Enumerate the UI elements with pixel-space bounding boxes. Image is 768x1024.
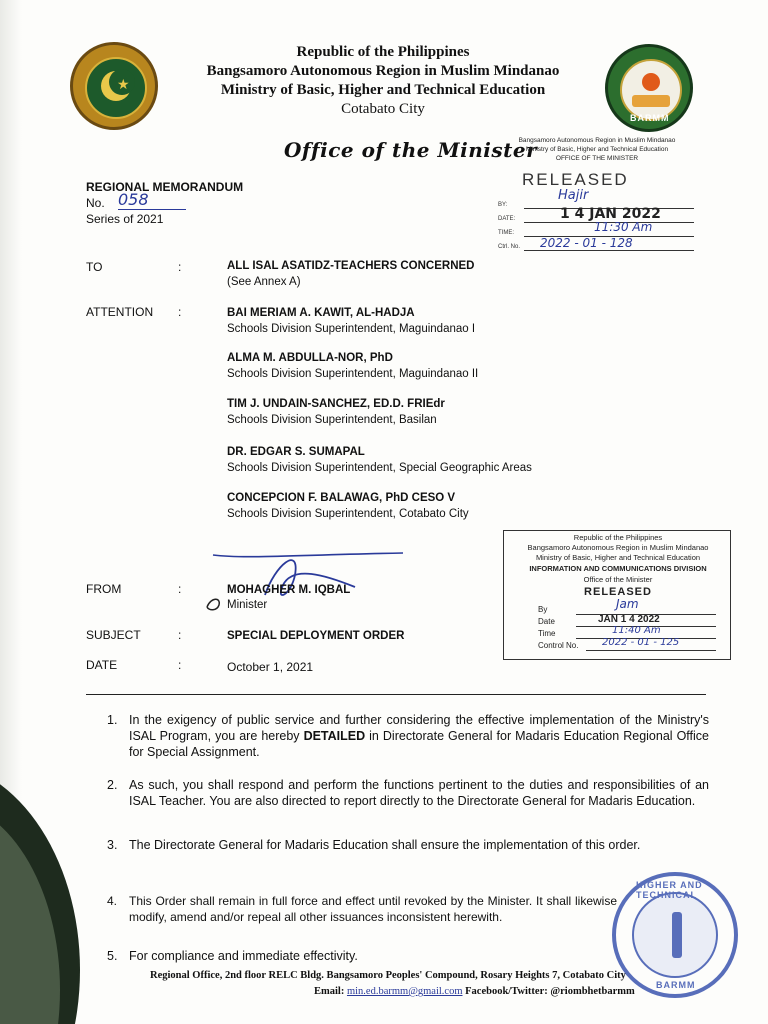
released-time-value: 11:30 Am [594, 220, 653, 234]
released-date-value: 1 4 JAN 2022 [560, 206, 661, 222]
subject-label: SUBJECT [86, 628, 141, 642]
attention-name: TIM J. UNDAIN-SANCHEZ, ED.D. FRIEdr [227, 398, 445, 410]
header-region: Bangsamoro Autonomous Region in Muslim Mindanao [206, 63, 560, 79]
paragraph-text-pre: In the exigency of public service and further considering the effective implementation of the Ministry's ISAL Program, you are hereby [129, 713, 709, 743]
attention-name: BAI MERIAM A. KAWIT, AL-HADJA [227, 307, 415, 319]
ric-date-value: JAN 1 4 2022 [598, 614, 660, 625]
memo-series: Series of 2021 [86, 212, 164, 226]
paragraph-text [129, 777, 709, 809]
ric-stamp-line: Ministry of Basic, Higher and Technical Education [535, 553, 701, 562]
from-name: MOHAGHER M. IQBAL [227, 584, 351, 596]
footer-email-label: Email: [314, 986, 345, 997]
ric-released-title: RELEASED [584, 586, 652, 598]
attention-colon: : [178, 305, 182, 319]
header-republic: Republic of the Philippines [296, 44, 470, 60]
released-ctrl-label: Ctrl. No. [498, 244, 521, 250]
ric-time-value: 11:40 Am [612, 625, 661, 636]
attention-title: Schools Division Superintendent, Maguindanao II [227, 368, 479, 380]
paragraph-text-post: in Directorate General for Madaris Education Regional Office for Special Assignment. [129, 729, 709, 759]
released-ctrl-value: 2022 - 01 - 128 [540, 236, 633, 250]
ric-by-label: By [538, 605, 548, 614]
memo-title: REGIONAL MEMORANDUM [86, 180, 244, 194]
subject-colon: : [178, 628, 182, 642]
subject-value: SPECIAL DEPLOYMENT ORDER [227, 630, 405, 642]
attention-name: CONCEPCION F. BALAWAG, PhD CESO V [227, 492, 456, 504]
footer-social: Facebook/Twitter: @riombhetbarmm [465, 986, 635, 997]
paragraph-number: 5. [107, 949, 118, 963]
attention-name: ALMA M. ABDULLA-NOR, PhD [227, 352, 393, 364]
ric-stamp-line: Bangsamoro Autonomous Region in Muslim Mindanao [527, 543, 709, 552]
date-value: October 1, 2021 [227, 660, 314, 674]
paragraph-text-pre: As such, you shall respond and perform the functions pertinent to the duties and responsibilities of an ISAL Teacher. You are also directed to report directly to the Directorate General for Madaris Education. [129, 778, 709, 808]
header-city: Cotabato City [341, 101, 425, 117]
seal-bottom-text: BARMM [656, 980, 696, 990]
to-subtext: (See Annex A) [227, 276, 301, 288]
memo-number-label: No. [86, 196, 105, 210]
attention-name: DR. EDGAR S. SUMAPAL [227, 446, 365, 458]
paragraph-text [129, 712, 709, 760]
header-ministry: Ministry of Basic, Higher and Technical Education [220, 82, 546, 98]
attention-title: Schools Division Superintendent, Basilan [227, 414, 437, 426]
released-stamp-title: RELEASED [522, 170, 629, 189]
memo-number-value: 058 [118, 190, 186, 210]
office-stamp-line: Ministry of Basic, Higher and Technical Education [525, 146, 669, 153]
barmm-seal-icon: ★ [70, 42, 158, 130]
to-colon: : [178, 260, 182, 274]
office-stamp [482, 136, 712, 163]
date-label: DATE [86, 658, 118, 672]
attention-label: ATTENTION [86, 305, 154, 319]
paragraph-text-pre: For compliance and immediate effectivity. [129, 949, 358, 963]
paragraph-number: 3. [107, 838, 118, 852]
ric-time-label: Time [538, 629, 556, 638]
office-stamp-line: OFFICE OF THE MINISTER [555, 155, 639, 162]
attention-title: Schools Division Superintendent, Special Geographic Areas [227, 462, 532, 474]
ric-stamp-line: INFORMATION AND COMMUNICATIONS DIVISION [529, 564, 707, 573]
ric-by-value: Jam [616, 597, 639, 611]
paragraph-number: 1. [107, 713, 118, 727]
paragraph-number: 4. [107, 894, 118, 908]
footer-contact [314, 986, 635, 997]
office-title: Office of the Minister [284, 138, 538, 162]
divider-line [86, 694, 706, 695]
mbhte-stamp-seal-icon [612, 872, 738, 998]
paragraph-number: 2. [107, 778, 118, 792]
released-by-label: BY: [498, 202, 508, 208]
paragraph-text-bold: DETAILED [303, 729, 366, 743]
footer-email-link[interactable]: min.ed.barmm@gmail.com [346, 986, 463, 997]
from-colon: : [178, 582, 182, 596]
ric-released-stamp [503, 530, 731, 660]
seal-top-text: HIGHER AND TECHNICAL [636, 880, 703, 900]
released-time-label: TIME: [498, 230, 514, 236]
date-colon: : [178, 658, 182, 672]
to-label: TO [86, 260, 103, 274]
to-value: ALL ISAL ASATIDZ-TEACHERS CONCERNED [227, 260, 475, 272]
paragraph-text-pre: This Order shall remain in full force and effect until revoked by the Minister. It shall likewise modify, amend and/or repeal all other issuances inconsistent herewith. [129, 894, 617, 924]
released-stamp [498, 170, 706, 262]
ric-date-label: Date [538, 617, 555, 626]
from-label: FROM [86, 582, 122, 596]
released-date-label: DATE: [498, 216, 516, 222]
footer-address: Regional Office, 2nd floor RELC Bldg. Bangsamoro Peoples' Compound, Rosary Heights 7, Cotabato City [150, 970, 626, 981]
ric-stamp-line: Office of the Minister [583, 575, 653, 584]
office-stamp-line: Bangsamoro Autonomous Region in Muslim Mindanao [518, 137, 676, 144]
from-title: Minister [227, 599, 268, 611]
paragraph-text [129, 893, 617, 925]
attention-title: Schools Division Superintendent, Maguindanao I [227, 323, 476, 335]
paragraph-text [129, 837, 709, 853]
attention-title: Schools Division Superintendent, Cotabato City [227, 508, 469, 520]
paragraph-text-pre: The Directorate General for Madaris Education shall ensure the implementation of this order. [129, 838, 641, 852]
seal-label: BARMM [630, 113, 670, 123]
ric-stamp-line: Republic of the Philippines [573, 533, 663, 542]
ric-control-label: Control No. [538, 641, 579, 650]
ric-control-value: 2022 - 01 - 125 [602, 637, 680, 648]
released-by-value: Hajir [558, 188, 589, 203]
mbhte-seal-icon [605, 44, 693, 132]
